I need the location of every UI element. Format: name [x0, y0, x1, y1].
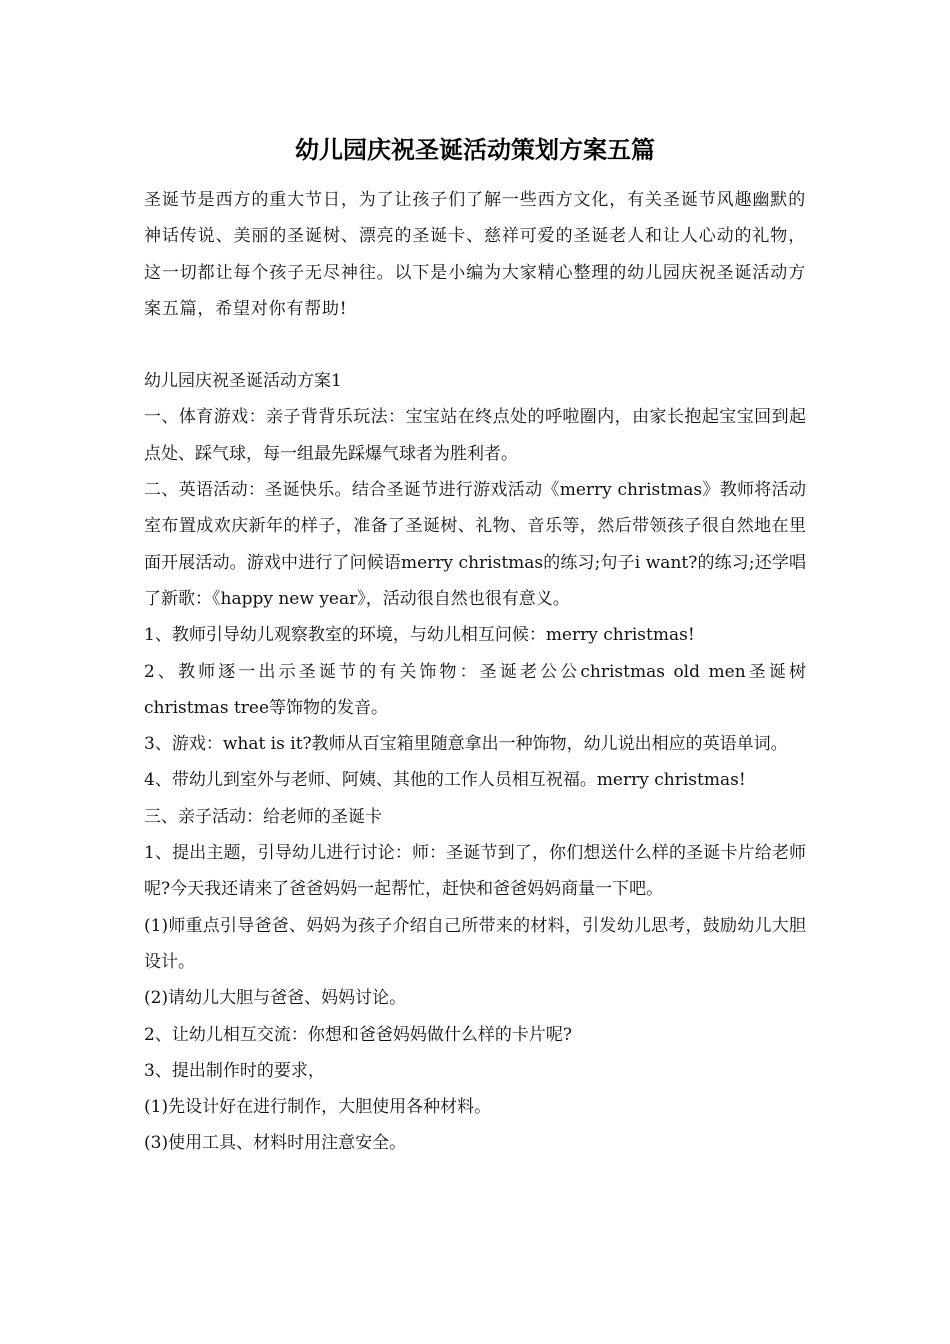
paragraph: 4、带幼儿到室外与老师、阿姨、其他的工作人员相互祝福。merry christmas!	[144, 770, 746, 791]
paragraph-gap	[144, 327, 806, 363]
paragraph: 3、游戏：what is it?教师从百宝箱里随意拿出一种饰物，幼儿说出相应的英语单词。	[144, 734, 788, 755]
paragraph: (3)使用工具、材料时用注意安全。	[144, 1133, 407, 1154]
paragraph: 三、亲子活动：给老师的圣诞卡	[144, 806, 382, 827]
paragraph: 1、提出主题，引导幼儿进行讨论：师：圣诞节到了，你们想送什么样的圣诞卡片给老师呢?今天我还请来了爸爸妈妈一起帮忙，赶快和爸爸妈妈商量一下吧。	[144, 843, 806, 900]
paragraph: 1、教师引导幼儿观察教室的环境，与幼儿相互问候：merry christmas!	[144, 625, 695, 646]
paragraph: (2)请幼儿大胆与爸爸、妈妈讨论。	[144, 988, 407, 1009]
paragraph: 3、提出制作时的要求，	[144, 1060, 325, 1081]
paragraph: 2、让幼儿相互交流：你想和爸爸妈妈做什么样的卡片呢?	[144, 1024, 572, 1045]
paragraph: (1)先设计好在进行制作，大胆使用各种材料。	[144, 1097, 492, 1118]
paragraph: 二、英语活动：圣诞快乐。结合圣诞节进行游戏活动《merry christmas》教师将活动室布置成欢庆新年的样子，准备了圣诞树、礼物、音乐等，然后带领孩子很自然地在里面开展活动。游戏中进行了问候语merry christmas的练习;句子i want?的练习;还学唱了新歌：《happy new year》，活动很自然也很有意义。	[144, 480, 806, 609]
paragraph: 2、教师逐一出示圣诞节的有关饰物：圣诞老公公christmas old men圣诞树christmas tree等饰物的发音。	[144, 661, 806, 718]
section-heading: 幼儿园庆祝圣诞活动方案1	[144, 371, 342, 392]
paragraph: (1)师重点引导爸爸、妈妈为孩子介绍自己所带来的材料，引发幼儿思考，鼓励幼儿大胆设计。	[144, 915, 806, 972]
document-body	[144, 182, 806, 1162]
intro-paragraph: 圣诞节是西方的重大节日，为了让孩子们了解一些西方文化，有关圣诞节风趣幽默的神话传说、美丽的圣诞树、漂亮的圣诞卡、慈祥可爱的圣诞老人和让人心动的礼物，这一切都让每个孩子无尽神往。以下是小编为大家精心整理的幼儿园庆祝圣诞活动方案五篇，希望对你有帮助!	[144, 190, 806, 319]
paragraph: 一、体育游戏：亲子背背乐玩法：宝宝站在终点处的呼啦圈内，由家长抱起宝宝回到起点处、踩气球，每一组最先踩爆气球者为胜利者。	[144, 407, 806, 464]
document-title: 幼儿园庆祝圣诞活动策划方案五篇	[295, 135, 655, 164]
